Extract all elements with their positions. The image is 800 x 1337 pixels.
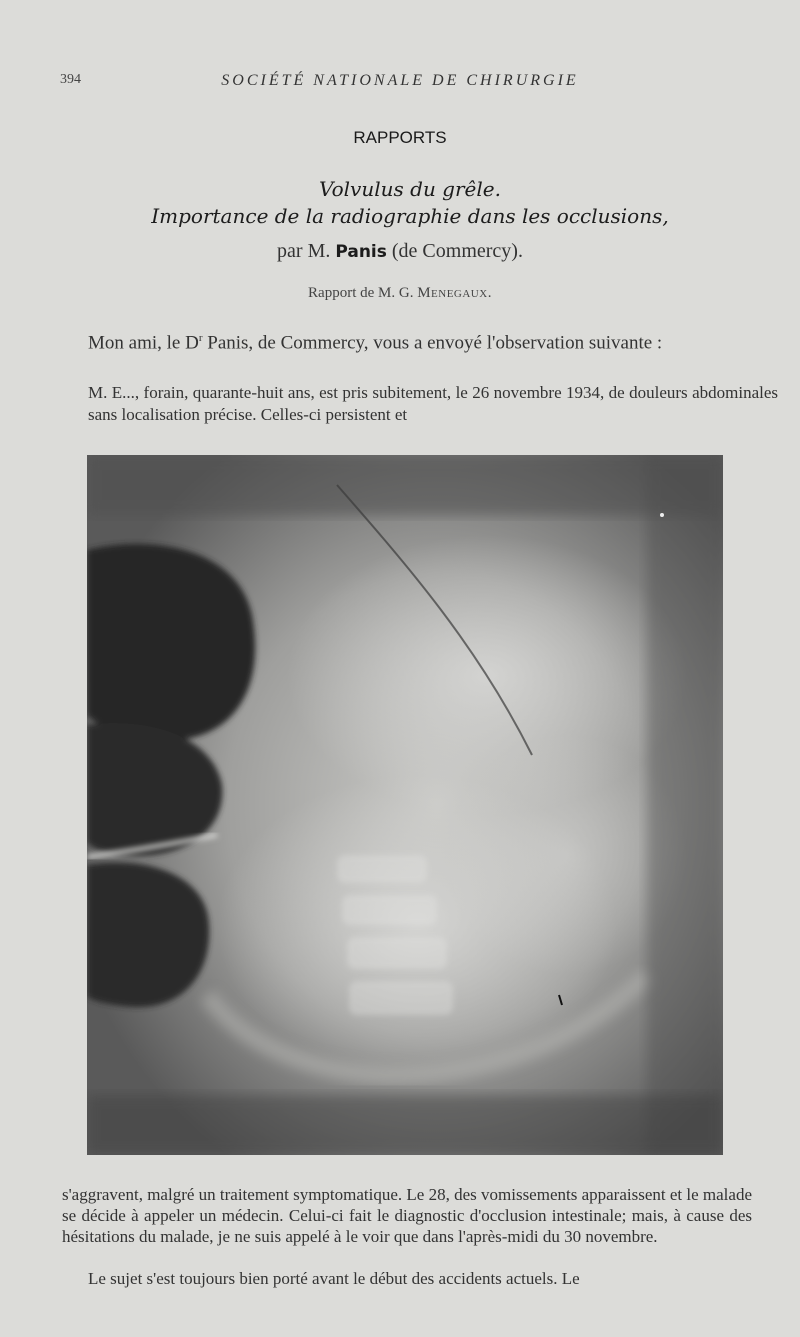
- article-title: [0, 176, 800, 230]
- next-paragraph: Le sujet s'est toujours bien porté avant le début des accidents actuels. Le: [88, 1269, 580, 1288]
- byline-prefix: par M.: [277, 240, 331, 262]
- observation-paragraph: M. E..., forain, quarante-huit ans, est pris subitement, le 26 novembre 1934, de douleurs abdominales sans localisation précise. Celles-ci persistent et: [88, 383, 778, 424]
- running-head: SOCIÉTÉ NATIONALE DE CHIRURGIE: [221, 72, 579, 89]
- byline-suffix: (de Commercy).: [391, 240, 523, 262]
- section-title: RAPPORTS: [353, 128, 447, 147]
- intro-text-a: Mon ami, le D: [88, 332, 199, 354]
- reporter-line: [0, 285, 800, 302]
- intro-paragraph: [62, 326, 778, 355]
- page-number: 394: [60, 72, 81, 87]
- byline-author: Panis: [335, 242, 387, 262]
- reporter-prefix: Rapport de M. G.: [308, 285, 414, 301]
- intro-text-b: Panis, de Commercy, vous a envoyé l'observation suivante :: [202, 332, 663, 354]
- radiograph-image: [87, 455, 723, 1155]
- article-title-line-2: Importance de la radiographie dans les occlusions,: [151, 204, 669, 228]
- observation-continued: s'aggravent, malgré un traitement symptomatique. Le 28, des vomissements apparaissent et le malade se décide à appeler un médecin. Celui-ci fait le diagnostic d'occlusion intestinale; mais, à cause des hésitations du malade, je ne suis appelé à le voir que dans l'après-midi du 30 novembre.: [62, 1185, 752, 1246]
- intro-superscript: r: [198, 332, 203, 344]
- reporter-name: Menegaux.: [417, 285, 492, 301]
- article-title-line-1: Volvulus du grêle.: [319, 177, 501, 201]
- byline: [0, 240, 800, 263]
- radiograph-figure: [87, 455, 723, 1155]
